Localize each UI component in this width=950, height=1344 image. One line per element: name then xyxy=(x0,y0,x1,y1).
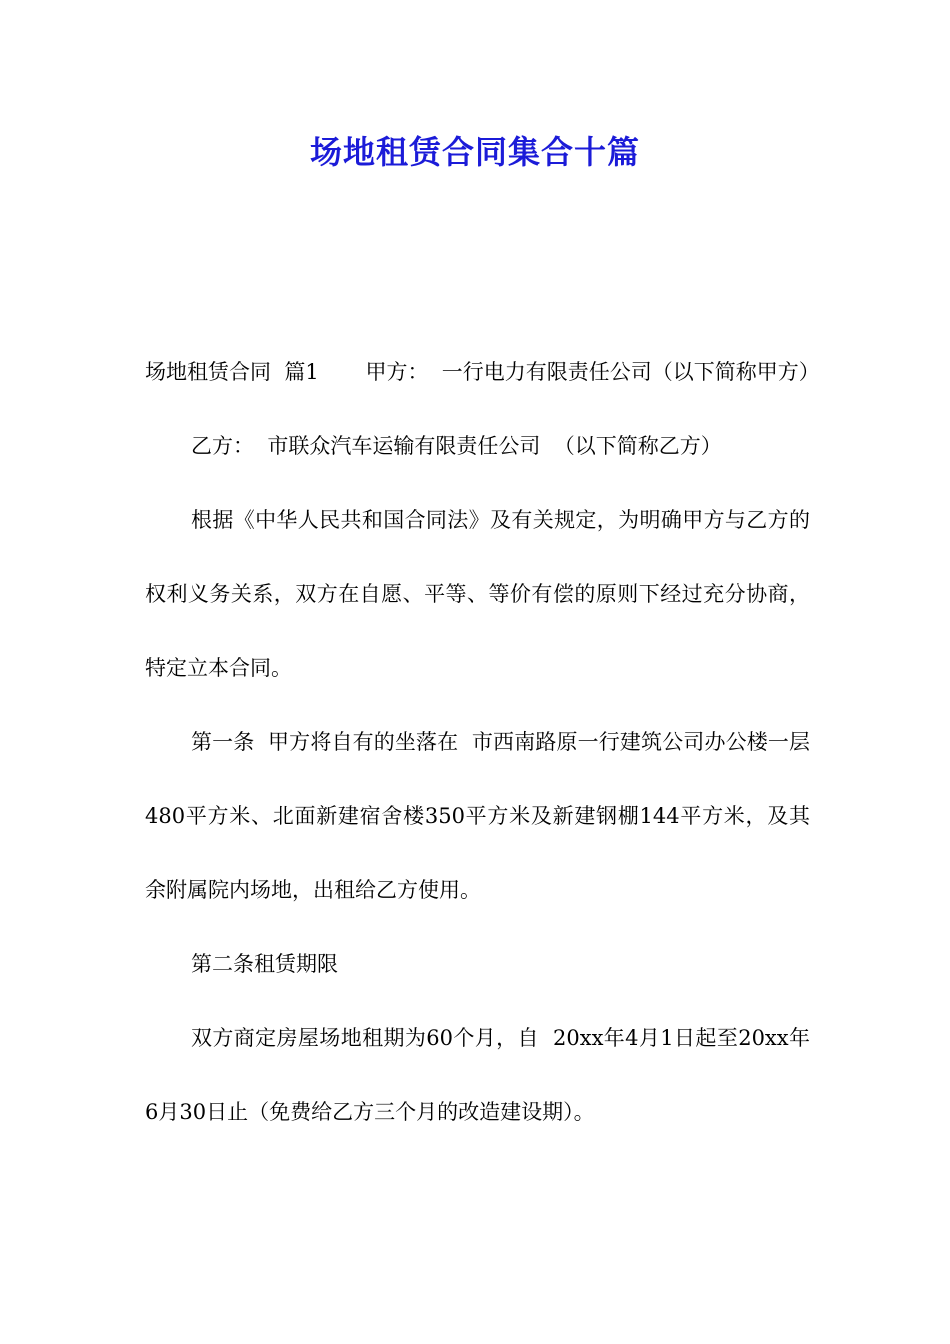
paragraph-intro-party-a: 场地租赁合同 篇1 甲方： 一行电力有限责任公司（以下简称甲方） xyxy=(145,360,820,384)
paragraph-party-b: 乙方： 市联众汽车运输有限责任公司 （以下简称乙方） xyxy=(191,434,722,458)
paragraph-article-1: 第一条 甲方将自有的坐落在 市西南路原一行建筑公司办公楼一层480平方米、北面新建宿舍楼350平方米及新建钢棚144平方米，及其余附属院内场地，出租给乙方使用。 xyxy=(145,730,810,902)
document-body xyxy=(145,335,824,1149)
document-title: 场地租赁合同集合十篇 xyxy=(309,133,640,171)
paragraph-article-2-heading: 第二条租赁期限 xyxy=(191,952,338,976)
paragraph-lease-term: 双方商定房屋场地租期为60个月，自 20xx年4月1日起至20xx年 6月30日止（免费给乙方三个月的改造建设期）。 xyxy=(145,1026,824,1124)
paragraph-legal-basis: 根据《中华人民共和国合同法》及有关规定，为明确甲方与乙方的权利义务关系，双方在自愿、平等、等价有偿的原则下经过充分协商，特定立本合同。 xyxy=(145,508,810,680)
